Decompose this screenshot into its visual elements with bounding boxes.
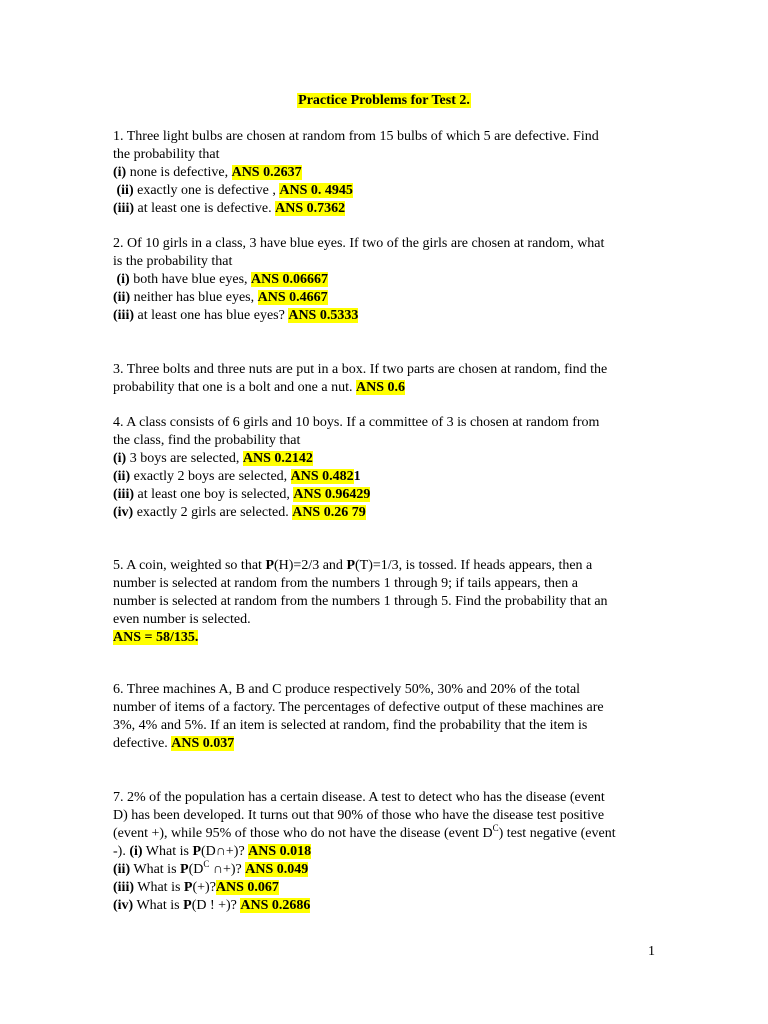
problem-part [113,504,668,522]
problem-text-line: even number is selected. [113,612,251,627]
part-label: (iii) [113,308,134,323]
problem-text-line: number is selected at random from the numbers 1 through 9; if tails appears, then a [113,576,578,591]
part-text: both have blue eyes, [129,272,252,287]
part-expression: ∩+)? [209,862,246,877]
part-text: exactly one is defective , [133,183,280,198]
problem-4 [113,414,668,522]
part-label: (i) [129,844,143,859]
problem-text-line: 1. Three light bulbs are chosen at random from 15 bulbs of which 5 are defective. Find [113,129,599,144]
probability-symbol: P [183,880,193,895]
answer-highlight: ANS 0. 4945 [279,183,353,198]
part-expression: (+)? [192,880,216,895]
part-text: at least one has blue eyes? [134,308,289,323]
part-text: What is [134,880,184,895]
problem-text-line: 7. 2% of the population has a certain disease. A test to detect who has the disease (event [113,790,605,805]
problem-text: (event +), while 95% of those who do not have the disease (event D [113,826,493,841]
part-text: none is defective, [126,165,232,180]
problem-text-line [113,825,668,843]
problem-3 [113,361,668,397]
answer-highlight: ANS 0.067 [215,880,279,895]
problem-part [113,164,668,182]
probability-symbol: P [183,898,192,913]
answer-highlight: ANS 0.482 [290,469,354,484]
part-text: exactly 2 boys are selected, [130,469,291,484]
part-expression: (D∩+)? [201,844,249,859]
part-text: 3 boys are selected, [126,451,243,466]
problem-text: probability that one is a bolt and one a nut. [113,380,357,395]
part-label: (ii) [113,469,131,484]
answer-highlight: ANS = 58/135. [113,630,199,645]
part-label: (i) [113,165,127,180]
problem-1 [113,128,668,218]
problem-6 [113,681,668,753]
problem-text: (H)=2/3 and [274,558,347,573]
problem-text: ) test negative (event [498,826,616,841]
problem-part [113,861,668,879]
problem-text-line: the probability that [113,147,220,162]
problem-text-line: the class, find the probability that [113,433,301,448]
problem-text: defective. [113,736,172,751]
problem-text: (T)=1/3, is tossed. If heads appears, then a [355,558,593,573]
answer-highlight: ANS 0.049 [245,862,309,877]
part-label: (i) [116,272,130,287]
part-label: (iv) [113,505,134,520]
part-prefix: -). [113,844,130,859]
part-text: What is [142,844,193,859]
part-label: (iii) [113,880,134,895]
part-text: What is [133,898,184,913]
title-wrap [0,93,768,109]
problem-part [113,271,668,289]
probability-symbol: P [265,558,274,573]
problem-part [113,879,668,897]
answer-highlight: ANS 0.26 79 [292,505,366,520]
problem-text-line [113,557,668,575]
page-number: 1 [648,944,655,959]
problem-part [113,843,668,861]
answer-highlight: ANS 0.2637 [231,165,302,180]
problem-part [113,307,668,325]
complement-superscript: C [203,859,210,869]
part-expression: (D [188,862,204,877]
answer-highlight: ANS 0.06667 [251,272,329,287]
answer-highlight: ANS 0.018 [248,844,312,859]
part-label: (ii) [116,183,134,198]
part-label: (iv) [113,898,134,913]
problem-text-line: D) has been developed. It turns out that 90% of those who have the disease test positive [113,808,605,823]
problem-5 [113,557,668,647]
problem-part [113,289,668,307]
part-text: What is [130,862,181,877]
answer-highlight: ANS 0.5333 [288,308,359,323]
answer-highlight: ANS 0.6 [356,380,406,395]
answer-tail: 1 [353,469,361,484]
problem-part [113,182,668,200]
problem-text-line [113,735,668,753]
part-label: (ii) [113,290,131,305]
part-text: exactly 2 girls are selected. [133,505,293,520]
problem-2 [113,235,668,325]
part-label: (iii) [113,201,134,216]
problem-7 [113,789,668,915]
problem-text-line: 6. Three machines A, B and C produce respectively 50%, 30% and 20% of the total [113,682,581,697]
part-label: (iii) [113,487,134,502]
answer-highlight: ANS 0.2142 [242,451,313,466]
part-text: at least one boy is selected, [134,487,294,502]
problem-part [113,897,668,915]
problem-text-line [113,379,668,397]
part-text: neither has blue eyes, [130,290,258,305]
answer-highlight: ANS 0.037 [171,736,235,751]
problem-text-line: 3%, 4% and 5%. If an item is selected at random, find the probability that the item is [113,718,588,733]
part-expression: (D ! +)? [191,898,241,913]
problem-text-line: number is selected at random from the numbers 1 through 5. Find the probability that an [113,594,608,609]
page-title: Practice Problems for Test 2. [298,93,470,108]
answer-highlight: ANS 0.96429 [293,487,371,502]
part-label: (i) [113,451,127,466]
problem-text-line: 2. Of 10 girls in a class, 3 have blue eyes. If two of the girls are chosen at random, what [113,236,605,251]
problem-text-line: number of items of a factory. The percentages of defective output of these machines are [113,700,604,715]
probability-symbol: P [180,862,189,877]
part-text: at least one is defective. [134,201,276,216]
problem-text-line: 3. Three bolts and three nuts are put in a box. If two parts are chosen at random, find the [113,362,608,377]
complement-superscript: C [492,823,499,833]
problem-text-line: 4. A class consists of 6 girls and 10 boys. If a committee of 3 is chosen at random from [113,415,600,430]
problem-part [113,450,668,468]
problem-part [113,468,668,486]
problem-part [113,629,668,647]
probability-symbol: P [346,558,355,573]
problem-part [113,486,668,504]
answer-highlight: ANS 0.4667 [257,290,328,305]
answer-highlight: ANS 0.7362 [275,201,346,216]
answer-highlight: ANS 0.2686 [240,898,311,913]
problem-text: 5. A coin, weighted so that [113,558,266,573]
part-label: (ii) [113,862,131,877]
problem-text-line: is the probability that [113,254,233,269]
problem-part [113,200,668,218]
probability-symbol: P [192,844,202,859]
